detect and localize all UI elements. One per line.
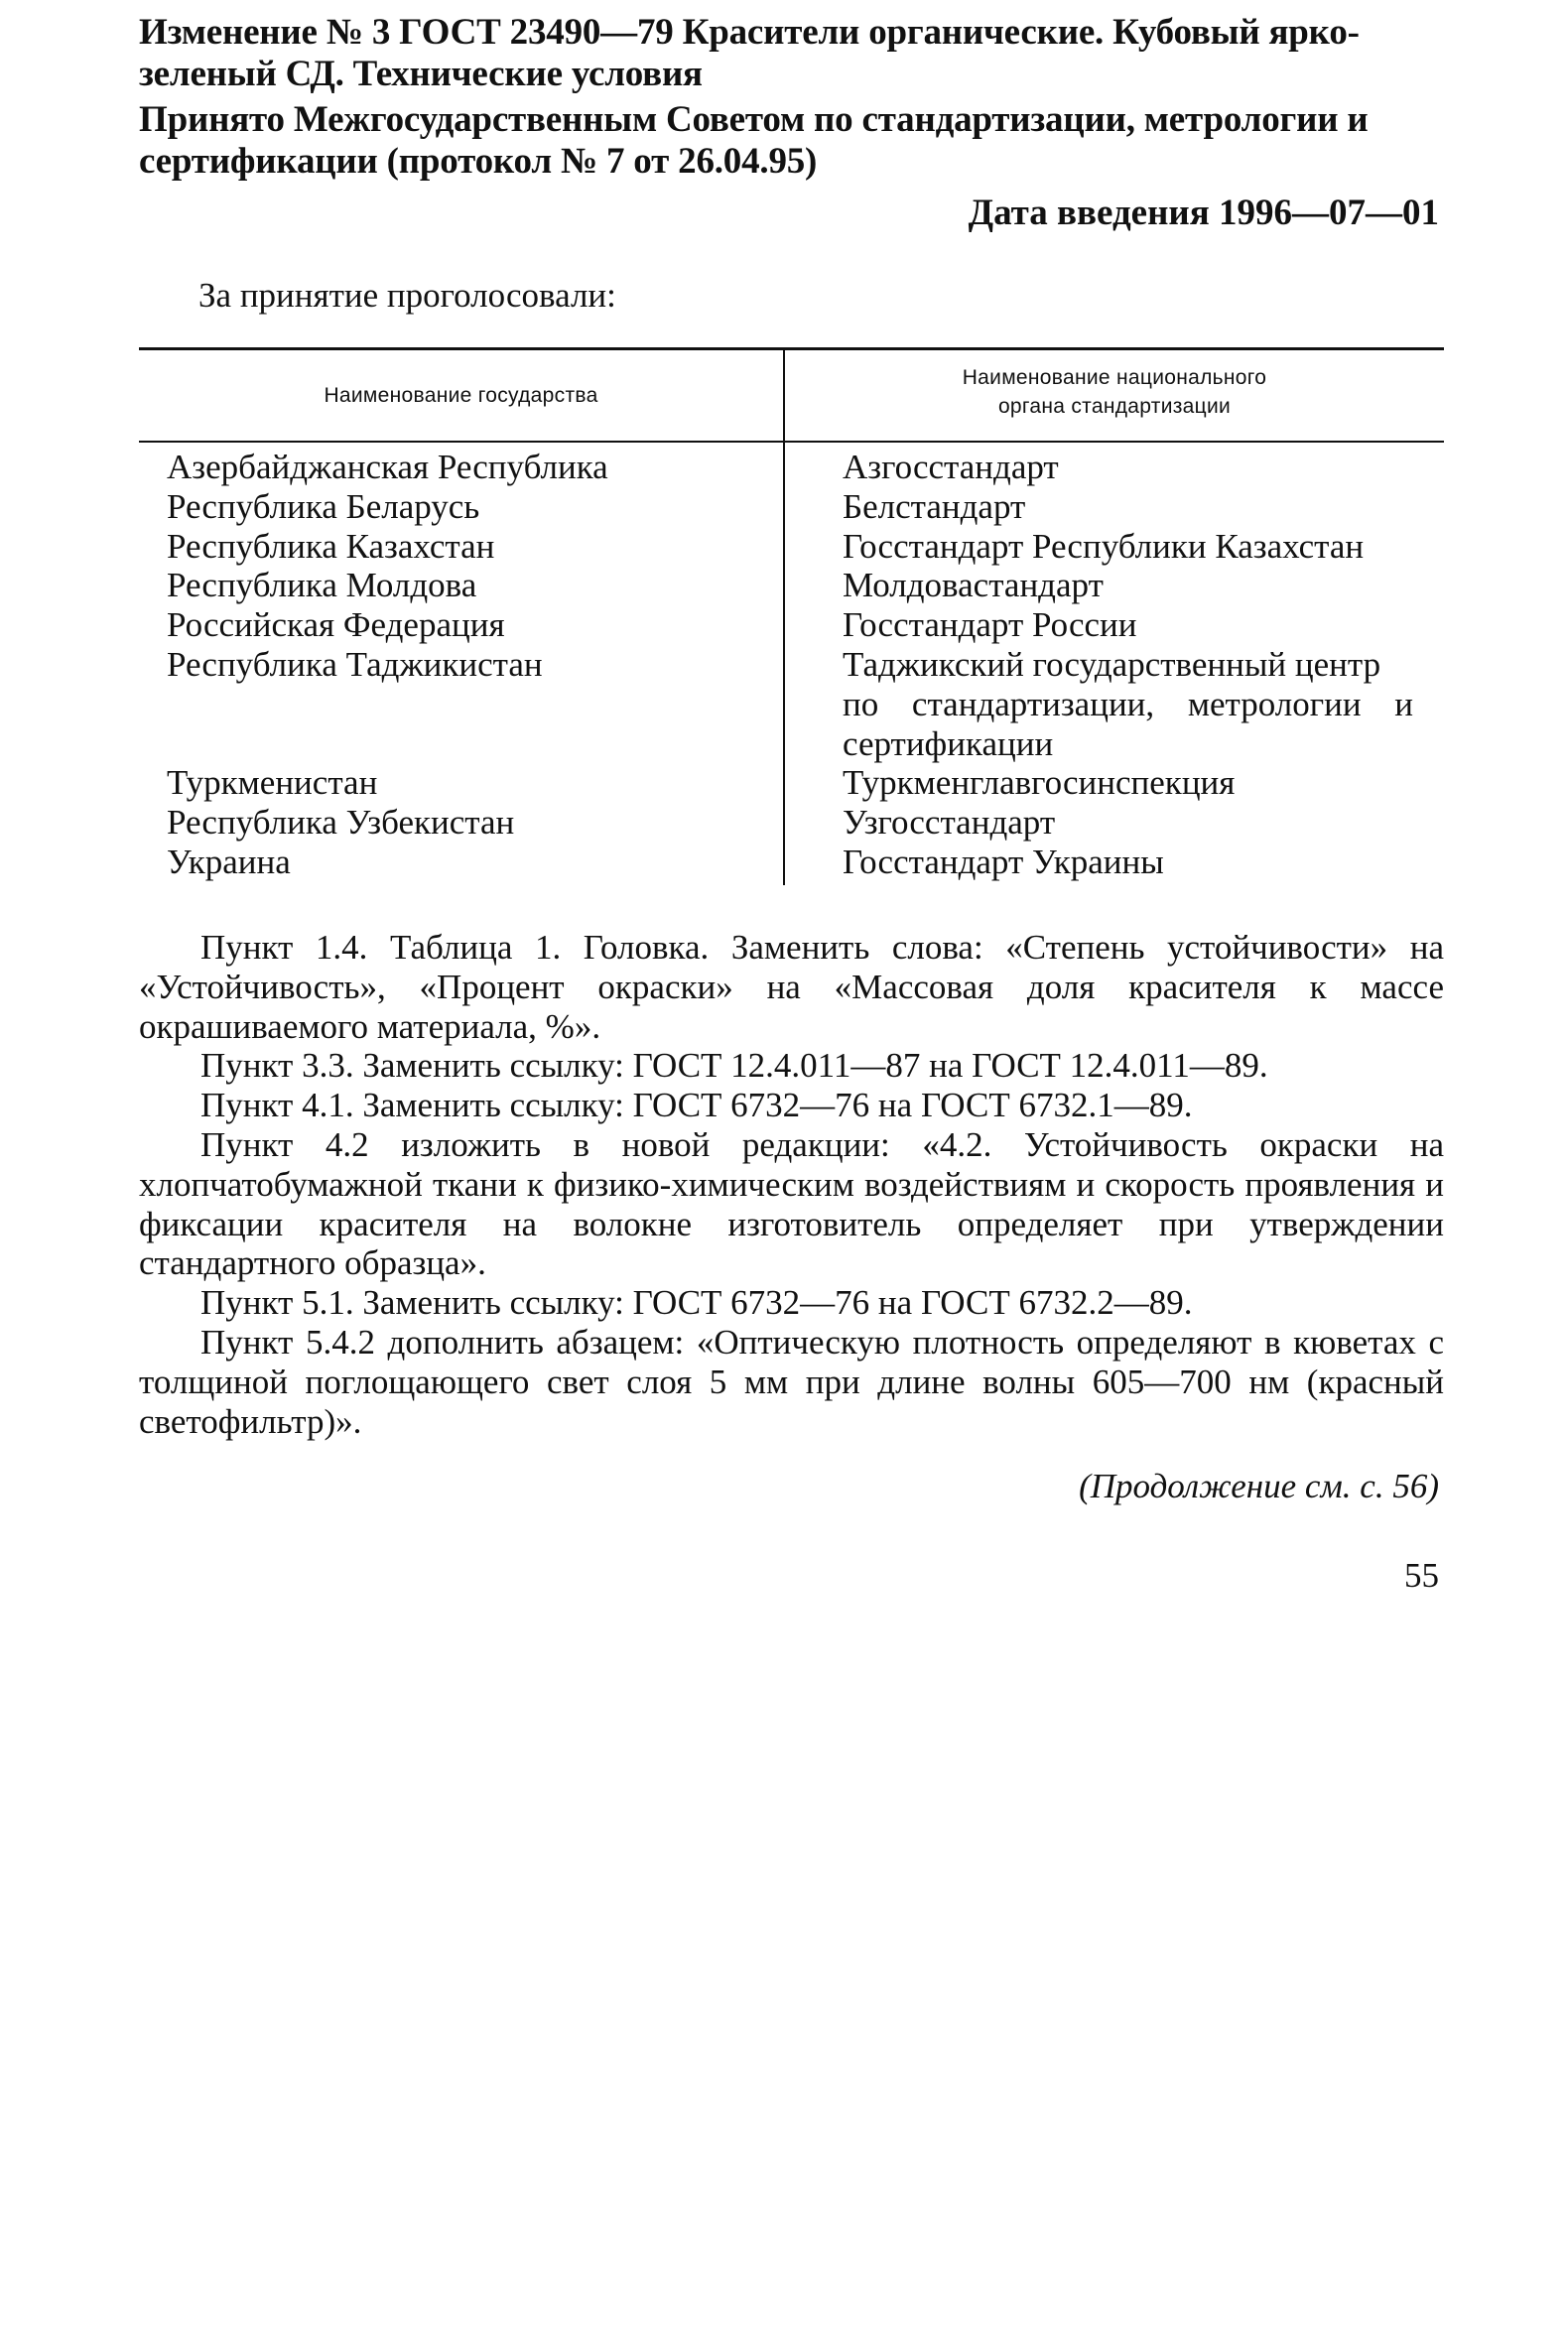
- table-header-state: Наименование государства: [324, 384, 598, 407]
- states-column: [167, 448, 772, 882]
- paragraph: Пункт 3.3. Заменить ссылку: ГОСТ 12.4.011—87 на ГОСТ 12.4.011—89.: [200, 1046, 1268, 1086]
- page-number: 55: [1404, 1556, 1439, 1595]
- table-cell-state: Республика Узбекистан: [167, 803, 515, 843]
- amendment-text: [139, 928, 1444, 1441]
- table-cell-state: Республика Таджикистан: [167, 644, 543, 684]
- table-cell-body: Узгосстандарт: [843, 803, 1056, 843]
- table-cell-state: Республика Казахстан: [167, 526, 495, 566]
- paragraph: Пункт 4.2 изложить в новой редакции: «4.2. Устойчивость окраски на хлопчатобумажной ткани к физико-химическим воздействиям и скорость проявления и фиксации красителя на волокне изготовитель определяет при утверждении стандартного образца».: [139, 1124, 1444, 1283]
- table-cell-body: по стандартизации, метрологии и: [843, 684, 1413, 723]
- amendment-title: Изменение № 3 ГОСТ 23490—79 Красители органические. Кубовый ярко-зеленый СД. Технические условия: [139, 12, 1360, 94]
- table-cell-body: Белстандарт: [843, 486, 1026, 526]
- voted-label: За принятие проголосовали:: [198, 276, 616, 315]
- table-header-body-line2: органа стандартизации: [997, 395, 1232, 418]
- table-header-body-line1: Наименование национального: [962, 366, 1267, 389]
- table-cell-body: Туркменглавгосинспекция: [843, 763, 1236, 803]
- table-cell-state: Туркменистан: [167, 763, 378, 803]
- effective-date: Дата введения 1996—07—01: [968, 193, 1439, 233]
- table-cell-body: сертификации: [843, 723, 1054, 763]
- bodies-column: [843, 448, 1413, 882]
- table-cell-state: Республика Молдова: [167, 566, 477, 605]
- table-cell-state: Азербайджанская Республика: [167, 448, 608, 486]
- table-cell-body: Госстандарт России: [843, 605, 1137, 645]
- table-header-body: [785, 363, 1444, 421]
- paragraph: Пункт 4.1. Заменить ссылку: ГОСТ 6732—76 на ГОСТ 6732.1—89.: [200, 1086, 1193, 1125]
- table-cell-state: Российская Федерация: [167, 605, 505, 645]
- paragraph: Пункт 5.4.2 дополнить абзацем: «Оптическую плотность определяют в кюветах с толщиной поглощающего свет слоя 5 мм при длине волны 605—700 нм (красный светофильтр)».: [139, 1322, 1444, 1441]
- paragraph: Пункт 1.4. Таблица 1. Головка. Заменить слова: «Степень устойчивости» на «Устойчивость», «Процент окраски» на «Массовая доля красителя к массе окрашиваемого материала, %».: [139, 928, 1444, 1046]
- table-cell-state: Украина: [167, 842, 291, 881]
- table-cell-body: Азгосстандарт: [843, 448, 1059, 486]
- table-cell-body: Молдовастандарт: [843, 566, 1104, 605]
- table-top-rule: [139, 347, 1444, 350]
- paragraph: Пункт 5.1. Заменить ссылку: ГОСТ 6732—76 на ГОСТ 6732.2—89.: [200, 1283, 1193, 1323]
- table-cell-body: Госстандарт Украины: [843, 842, 1164, 881]
- table-cell-body: Таджикский государственный центр: [843, 644, 1381, 684]
- table-cell-body: Госстандарт Республики Казахстан: [843, 526, 1365, 566]
- continuation-note: (Продолжение см. с. 56): [1079, 1467, 1439, 1505]
- adoption-note: Принято Межгосударственным Советом по стандартизации, метрологии и сертификации (протокол № 7 от 26.04.95): [139, 99, 1369, 182]
- table-header-rule: [139, 441, 1444, 443]
- table-cell-state: Республика Беларусь: [167, 486, 480, 526]
- table-column-divider: [783, 349, 785, 885]
